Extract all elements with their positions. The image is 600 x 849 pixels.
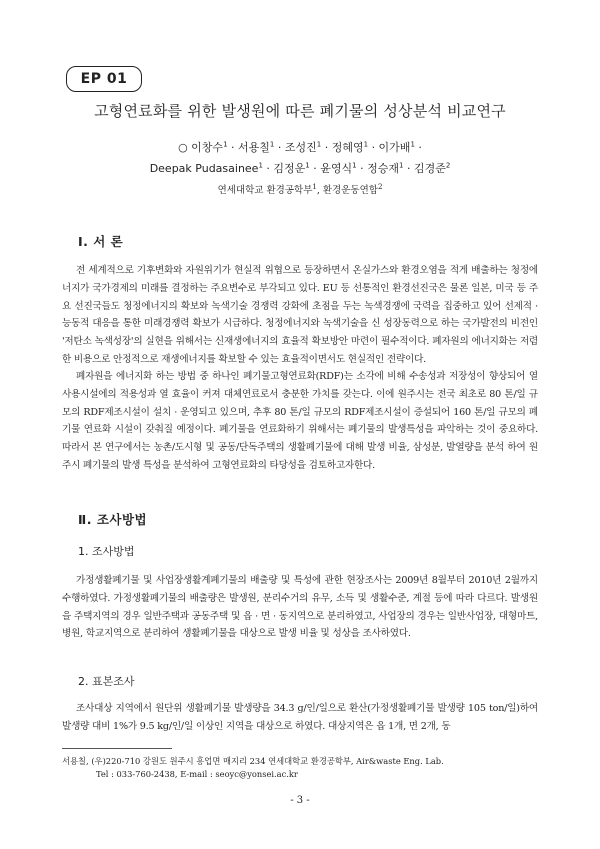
affiliation-a-sup: 1	[312, 182, 317, 191]
ep-label-box	[66, 66, 142, 92]
author-name: · 서용칠	[231, 141, 270, 154]
author-name: · 이가배	[371, 141, 411, 154]
method-paragraph-1: 가정생활폐기물 및 사업장생활계폐기물의 배출량 및 특성에 관한 현장조사는 2009년 8월부터 2010년 2월까지 수행하였다. 가정생활폐기물의 배출량은 발생원, 분리수거의 유무, 소득 및 생활수준, 계절 등에 따라 다르다. 발생원을 주택지역의 경우 일반주택과 공동주택 및 읍 · 면 · 동지역으로 분리하였고, 사업장의 경우는 일반사업장, 대형마트, 병원, 학교지역으로 분리하여 생활폐기물을 대상으로 발생 비율 및 성상을 조사하였다.	[62, 575, 538, 640]
author-sup: 1	[269, 140, 275, 149]
author-sup: 1	[363, 140, 369, 149]
method-heading: Ⅱ. 조사방법	[78, 512, 148, 527]
author-sup: 1	[258, 161, 263, 170]
affiliation-a: 연세대학교 환경공학부	[217, 185, 313, 196]
method-subheading-1: 1. 조사방법	[78, 545, 135, 558]
footnote-line-2: Tel : 033-760-2438, E-mail : seoyc@yonsei.ac.kr	[96, 769, 298, 779]
page-number: - 3 -	[290, 795, 310, 806]
intro-heading: Ⅰ. 서 론	[78, 234, 124, 249]
author-name: · 윤영식	[313, 162, 353, 175]
footnote-divider	[62, 748, 172, 749]
author-name: · 정승재	[360, 162, 399, 175]
author-name: · 김정운	[266, 162, 306, 175]
affiliation	[0, 182, 600, 196]
author-name: ○ 이창수	[178, 141, 224, 154]
author-sup: 1	[316, 140, 322, 149]
affiliation-b: , 환경운동연합	[316, 185, 378, 196]
method-subheading-2: 2. 표본조사	[78, 675, 135, 688]
author-line-1	[0, 139, 600, 155]
author-name: · 조성진	[277, 141, 317, 154]
author-name: Deepak Pudasainee	[149, 162, 259, 175]
author-sup: 1	[223, 140, 228, 149]
author-sup: 1	[305, 161, 310, 170]
intro-paragraph-1: 전 세계적으로 기후변화와 자원위기가 현실적 위협으로 등장하면서 온실가스와 환경오염을 적게 배출하는 청정에너지가 국가경제의 미래를 결정하는 주요변수로 부각되고 있다. EU 등 선통적인 환경선진국은 물론 일본, 미국 등 주요 선진국들도 청정에너지의 확보와 녹색기술 경쟁력 강화에 초점을 두는 녹색경쟁에 국력을 집중하고 있어 선제적 · 능동적 대응을 통한 미래경쟁력 확보가 시급하다. 청정에너지와 녹색기술을 신 성장동력으로 하는 국가발전의 비전인 '저탄소 녹색성장'의 실현을 위해서는 신재생에너지의 효율적 확보방안 마련이 필수적이다. 폐자원의 에너지화는 저렴한 비용으로 안정적으로 재생에너지를 확보할 수 있는 효율적이면서도 현실적인 전략이다.	[62, 265, 538, 365]
author-sup: 2	[445, 161, 451, 170]
paper-title: 고형연료화를 위한 발생원에 따른 폐기물의 성상분석 비교연구	[94, 102, 506, 120]
method-paragraph-2: 조사대상 지역에서 원단위 생활폐기물 발생량을 34.3 g/인/일으로 환산(가정생활폐기물 발생량 105 ton/일)하여 발생량 대비 1%가 9.5 kg/인/일 이상인 지역을 대상으로 하였다. 대상지역은 읍 1개, 면 2개, 동	[62, 703, 538, 732]
intro-paragraph-2: 폐자원을 에너지화 하는 방법 중 하나인 폐기물고형연료화(RDF)는 소각에 비해 수송성과 저장성이 향상되어 열 사용시설에의 적용성과 열 효율이 커져 대체연료로서 충분한 가치를 갖는다. 이에 원주시는 전국 최초로 80 톤/일 규모의 RDF제조시설이 설치 · 운영되고 있으며, 추후 80 톤/일 규모의 RDF제조시설이 증설되어 160 톤/일 규모의 폐기물 연료화 시설이 갖춰질 예정이다. 폐기물을 연료화하기 위해서는 폐기물의 발생특성을 파악하는 것이 중요하다. 따라서 본 연구에서는 농촌/도시형 및 공동/단독주택의 생활폐기물에 대해 발생 비율, 삼성분, 발열량을 분석 하여 원주시 폐기물의 발생 특성을 분석하여 고형연료화의 타당성을 검토하고자한다.	[62, 371, 538, 471]
author-line-2	[0, 160, 600, 176]
author-name: · 정혜영	[324, 141, 364, 154]
author-separator: ·	[418, 141, 422, 154]
author-name: · 김경준	[406, 162, 446, 175]
ep-label: EP 01	[80, 71, 128, 87]
footnote-line-1: 서용칠, (우)220-710 강원도 원주시 흥업면 매지리 234 연세대학교 환경공학부, Air&waste Eng. Lab.	[62, 756, 444, 766]
author-sup: 1	[410, 140, 415, 149]
author-sup: 1	[398, 161, 404, 170]
affiliation-b-sup: 2	[377, 182, 383, 191]
author-sup: 1	[352, 161, 357, 170]
